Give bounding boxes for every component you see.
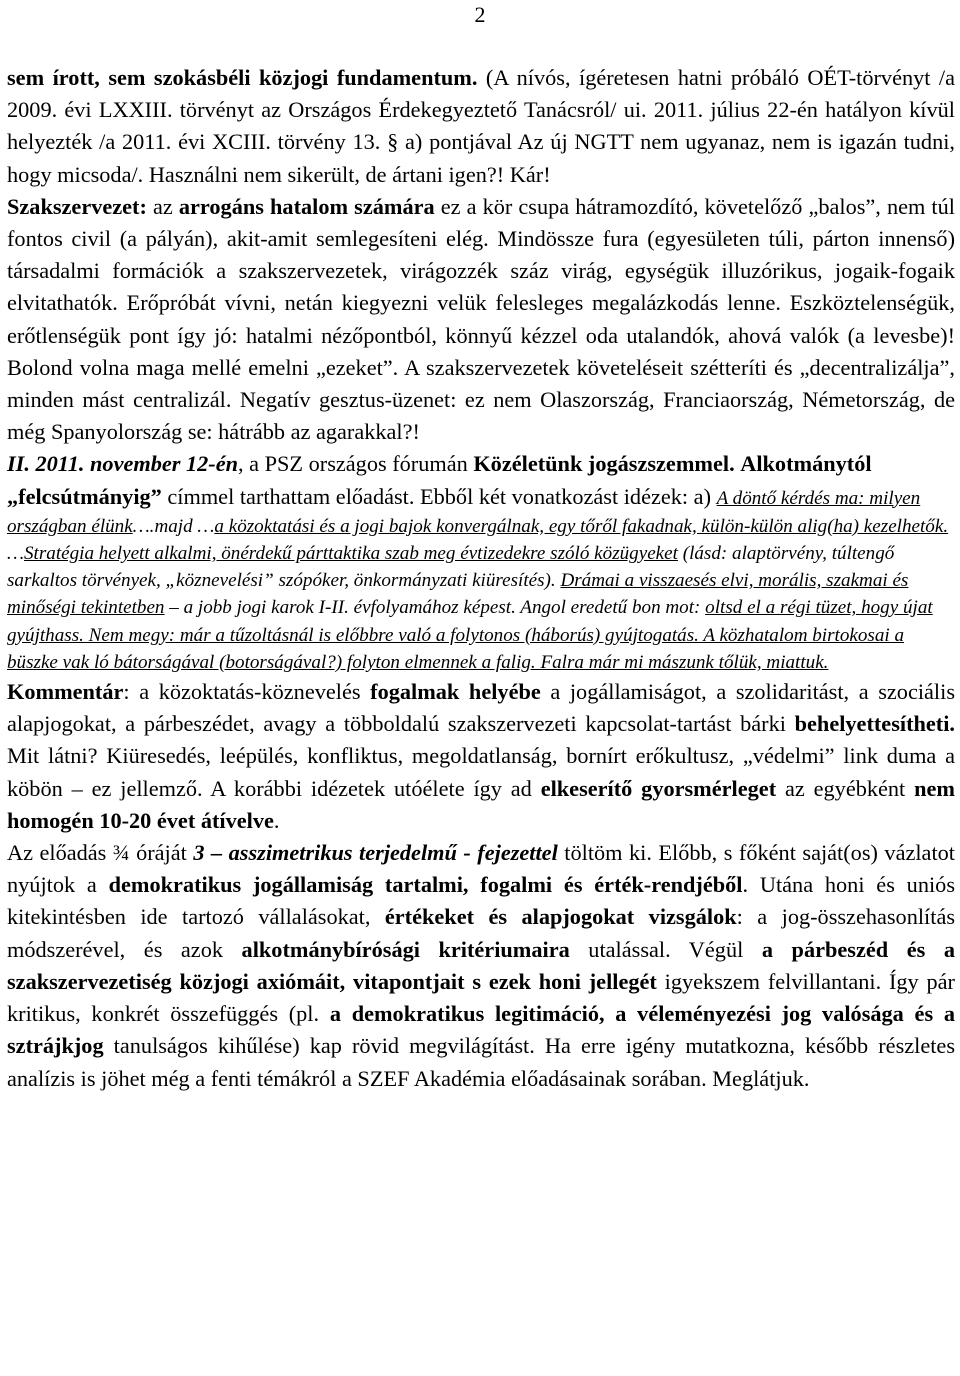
paragraph-fundamentum <box>7 62 955 191</box>
text-run: sem írott, sem szokásbéli közjogi fundamentum. <box>7 65 478 90</box>
page-number: 2 <box>474 2 486 27</box>
text-run: töltöm ki. Előbb, s főként saját(os) vázlatot nyújtok a <box>7 840 955 898</box>
text-run: fogalmak helyébe <box>370 679 541 705</box>
text-run: Stratégia helyett alkalmi, önérdekű párttaktika szab meg évtizedekre szóló közügyeket <box>23 543 678 565</box>
text-run: Kommentár <box>7 679 124 705</box>
text-run: ez a kör csupa hátramozdító, követelőző „balos”, nem túl fontos civil (a pályán), akit-amit semlegesíteni elég. Mindössze fura (egyesületen túli, párton innenső) társadalmi formációk a szakszervezetek, virágozzék száz virág, egységük illuzórikus, jogaik-fogaik elvitathatók. Erőpróbát vívni, netán kiegyezni velük felesleges megalázkodás lenne. Eszköztelenségük, erőtlenségük pont így jó: hatalmi nézőpontból, könnyű kézzel oda utalandók, ahová valók (a levesbe)! Bolond volna maga mellé emelni „ezeket”. A szakszervezetek követeléseit szétteríti és „decentralizálja”, minden mást centralizál. Negatív gesztus-üzenet: ez nem Olaszország, Franciaország, Németország, de még Spanyolország se: hátrább az agarakkal?! <box>7 193 955 445</box>
text-run: a közoktatási és a jogi bajok konvergálnak, egy tőről fakadnak, külön-külön alig(ha) kezelhetők. <box>214 515 949 537</box>
text-run: – a jobb jogi karok I-II. évfolyamához képest. Angol eredetű bon mot: <box>164 597 706 619</box>
text-run: Az előadás ¾ óráját <box>7 840 194 866</box>
text-run: : a jog-összehasonlítás módszerével, és azok <box>7 904 956 962</box>
paragraph-kommentar <box>7 676 955 837</box>
text-run: a párbeszéd és a szakszervezetiség közjogi axiómáit, vitapontjait s ezek honi jellegét <box>7 936 955 994</box>
text-run: a demokratikus legitimáció, a véleményezési jog valósága és a sztrájkjog <box>7 1001 955 1059</box>
text-run: tanulságos kihűlése) kap rövid megvilágítást. Ha erre igény mutatkozna, később részletes analízis is jöhet még a fenti témákról a SZEF Akadémia előadásainak sorában. Meglátjuk. <box>7 1033 955 1091</box>
text-run: behelyettesítheti. <box>794 711 955 737</box>
text-run: az <box>146 193 179 219</box>
text-run: . <box>273 807 280 833</box>
text-run: Közéletünk jogászszemmel. <box>473 451 735 477</box>
text-run: Drámai a visszaesés elvi, morális, szakmai és minőségi tekintetben <box>7 570 909 619</box>
text-run: Alkotmánytól „felcsútmányig” <box>7 451 872 509</box>
text-run: értékeket és alapjogokat vizsgálok <box>384 904 737 930</box>
text-run: az egyébként <box>776 775 915 801</box>
text-run: elkeserítő gyorsmérleget <box>540 775 777 801</box>
text-run: Mit látni? Kiüresedés, leépülés, konfliktus, megoldatlanság, bornírt erőkultusz, „védelmi” link duma a köbön – ez jellemző. A korábbi idézetek utóélete így ad <box>7 743 955 801</box>
text-run: oltsd el a régi tüzet, hogy újat gyújthass. Nem megy: már a tűzoltásnál is előbbre való a folytonos (háborús) gyújtogatás. A közhatalom birtokosai a büszke vak ló bátorságával (botorságával?) folyton elmennek a falig. Falra már mi mászunk tőlük, miattuk. <box>7 597 933 673</box>
text-run: Szakszervezet: <box>7 193 147 219</box>
text-run: . Utána honi és uniós kitekintésben ide tartozó vállalásokat, <box>7 872 955 930</box>
text-run: alkotmánybírósági kritériumaira <box>241 936 570 962</box>
text-run: címmel tarthattam előadást. Ebből két vonatkozást idézek: a) <box>161 483 717 509</box>
paragraph-szakszervezet <box>7 191 955 449</box>
text-run: nem homogén 10-20 évet átívelve <box>7 775 955 833</box>
text-run: arrogáns hatalom számára <box>178 193 435 219</box>
text-run: : a közoktatás-köznevelés <box>123 679 371 705</box>
text-run: demokratikus jogállamiság tartalmi, fogalmi és érték-rendjéből <box>108 872 743 898</box>
text-run: 3 – asszimetrikus terjedelmű - fejezettel <box>193 840 558 866</box>
text-run: , a PSZ országos fórumán <box>238 451 474 477</box>
text-run: (lásd: alaptörvény, túltengő sarkaltos törvények, „köznevelési” szópóker, önkormányzati kiüresítés). <box>7 543 895 592</box>
document-body <box>7 62 955 1095</box>
lecture-quote <box>7 488 948 673</box>
text-run: A döntő kérdés ma: milyen országban élünk <box>7 487 921 537</box>
text-run: ….majd … <box>132 515 215 537</box>
text-run: … <box>7 543 24 565</box>
text-run: igyekszem felvillantani. Így pár kritikus, konkrét összefüggés (pl. <box>7 968 955 1027</box>
paragraph-eloadas-tartalom <box>7 837 955 1095</box>
paragraph-eloadas-intro <box>7 448 955 676</box>
text-run: II. 2011. november 12-én <box>7 451 239 477</box>
text-run: a jogállamiságot, a szolidaritást, a szociális alapjogokat, a párbeszédet, avagy a többoldalú szakszervezeti kapcsolat-tartást bárki <box>7 679 956 737</box>
text-run: (A nívós, ígéretesen hatni próbáló OÉT-törvényt /a 2009. évi LXXIII. törvényt az Országos Érdekegyeztető Tanácsról/ ui. 2011. július 22-én hatályon kívül helyezték /a 2011. évi XCIII. törvény 13. § a) pontjával Az új NGTT nem ugyanaz, nem is igazán tudni, hogy micsoda/. Használni nem sikerült, de ártani igen?! Kár! <box>7 65 956 187</box>
text-run: utalással. Végül <box>569 936 762 962</box>
